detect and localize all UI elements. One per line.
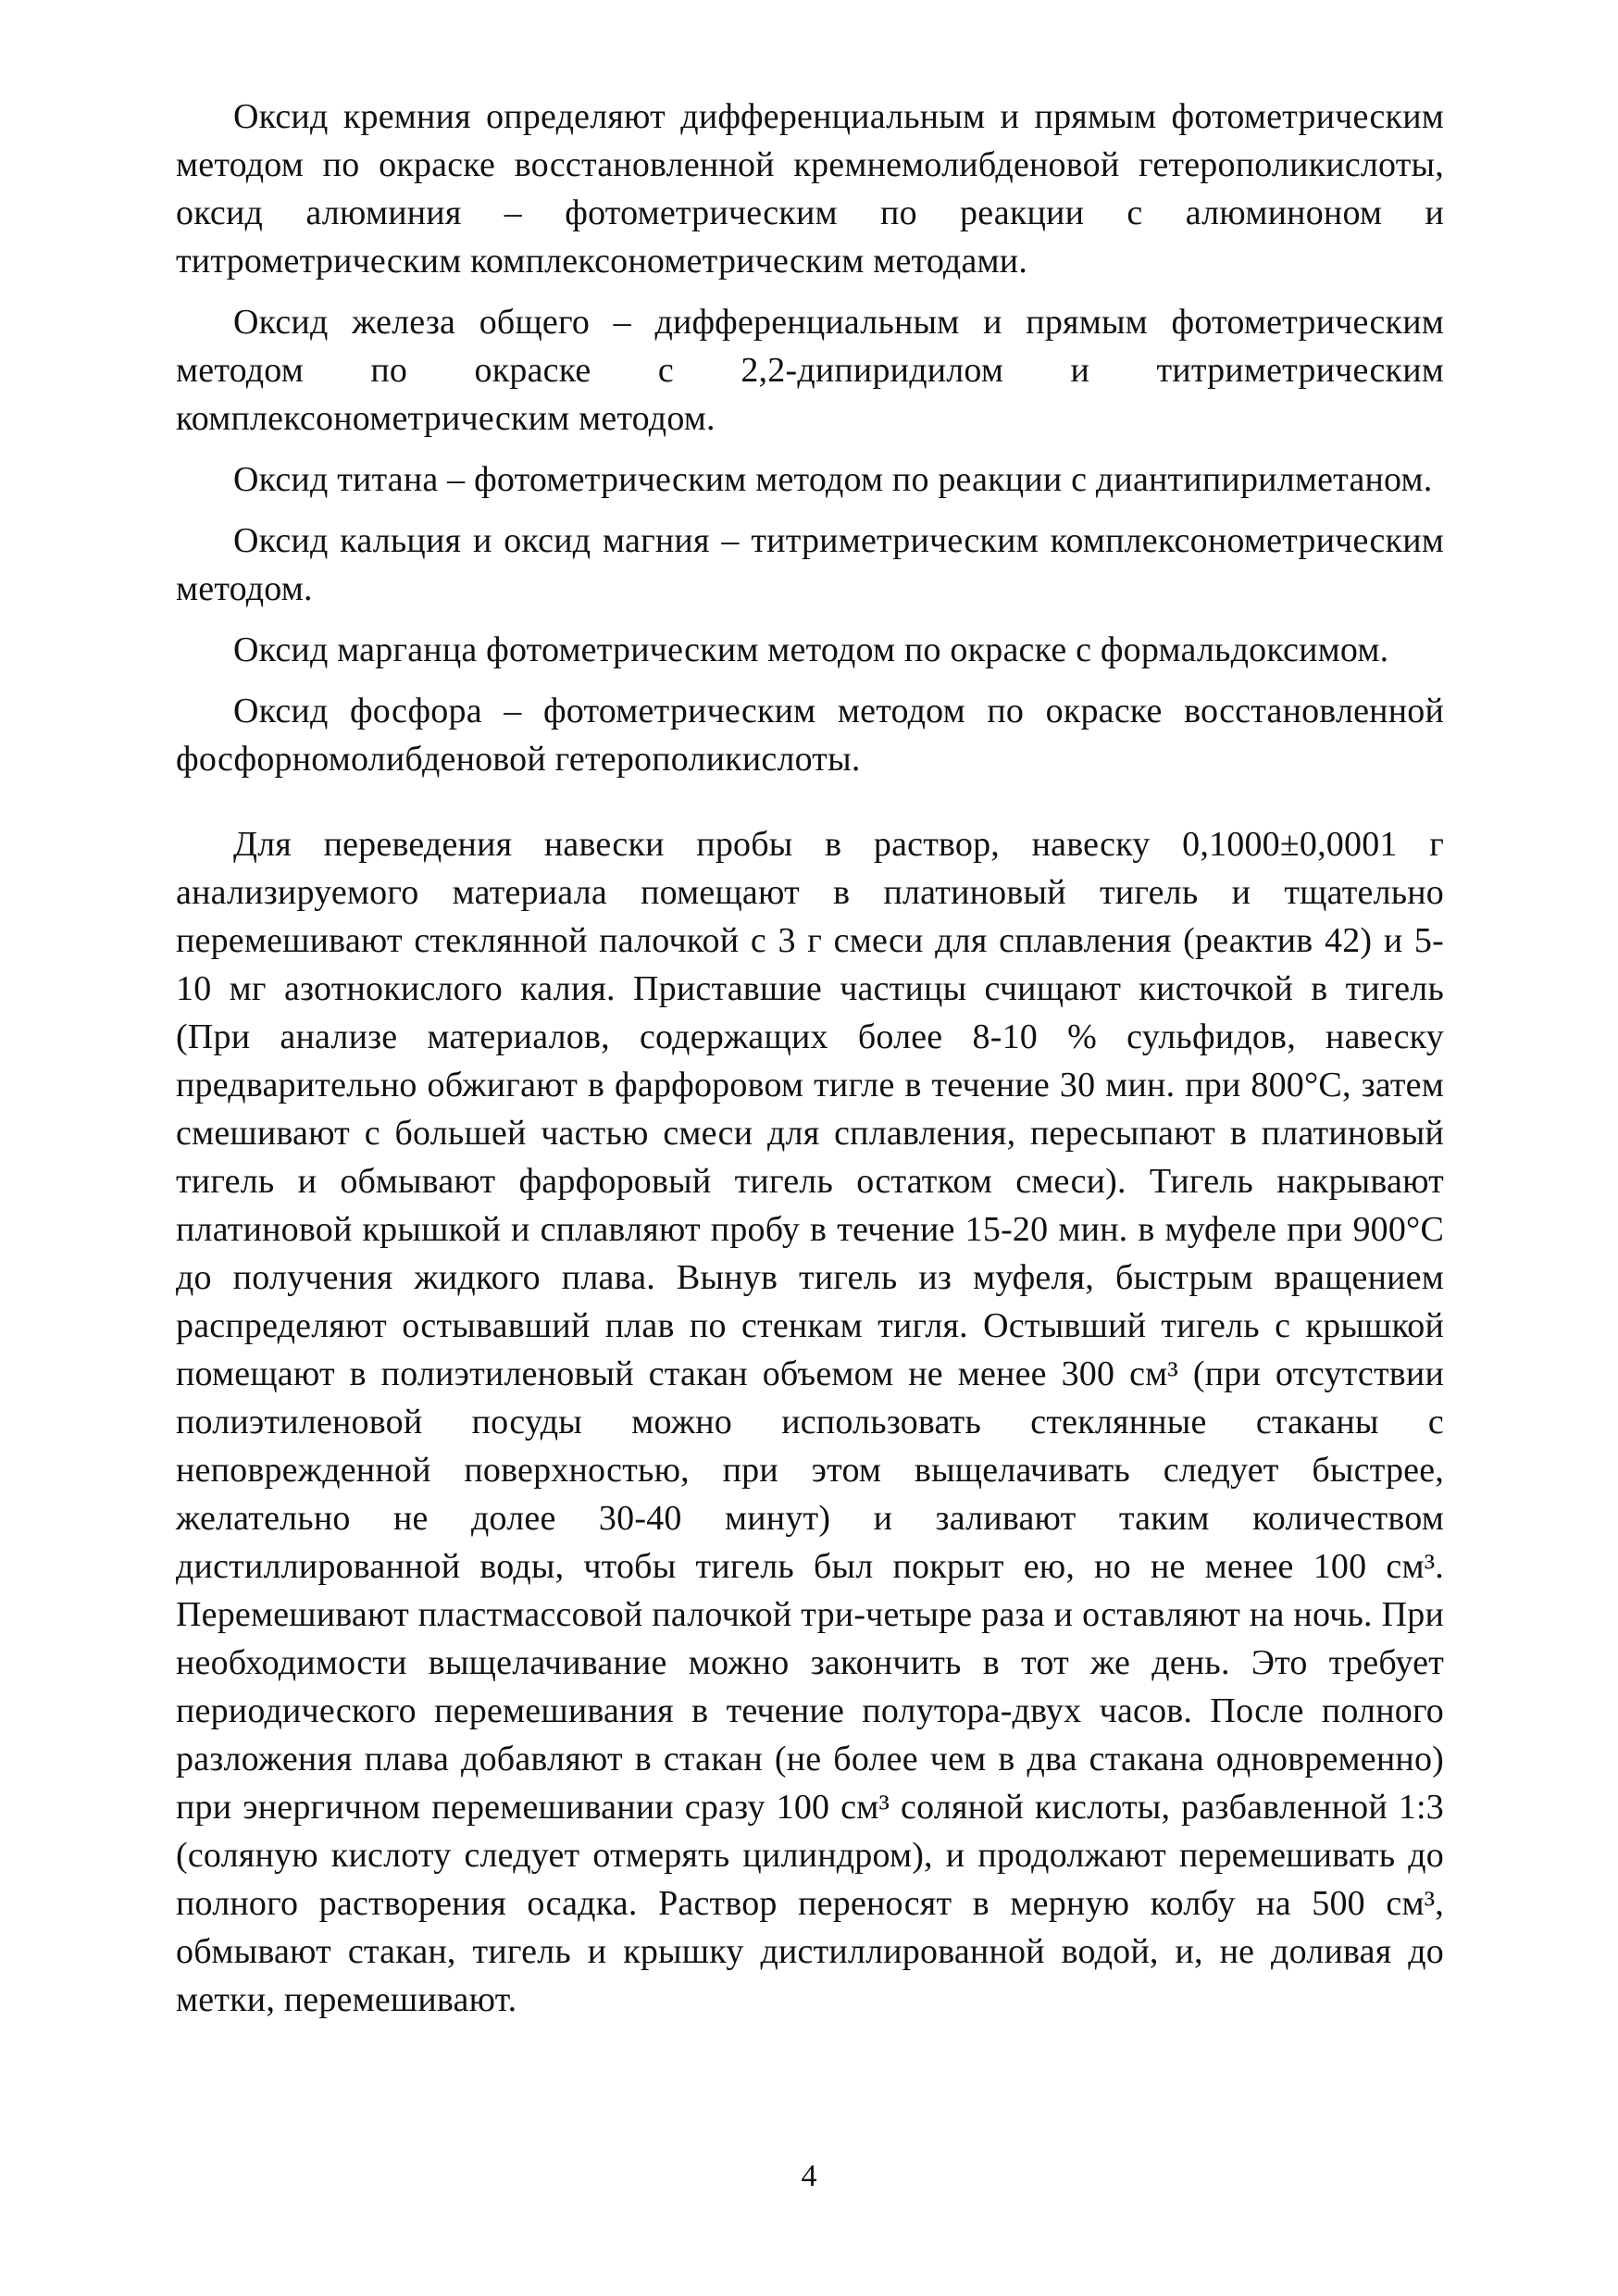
paragraph-manganese-oxide: Оксид марганца фотометрическим методом по окраске с формальдоксимом. xyxy=(233,630,1389,669)
paragraph-phosphorus-oxide: Оксид фосфора – фотометрическим методом по окраске восстановленной фосфорномолибденовой гетерополикислоты. xyxy=(176,692,1444,779)
page-number: 4 xyxy=(801,2159,817,2193)
paragraph-iron-oxide: Оксид железа общего – дифференциальным и прямым фотометрическим методом по окраске с 2,2-дипиридилом и титриметрическим комплексонометрическим методом. xyxy=(176,303,1444,438)
paragraph-calcium-magnesium-oxide: Оксид кальция и оксид магния – титриметрическим комплексонометрическим методом. xyxy=(176,521,1444,608)
paragraph-titanium-oxide: Оксид титана – фотометрическим методом по реакции с диантипирилметаном. xyxy=(233,460,1433,499)
paragraph-silicon-aluminium-oxide: Оксид кремния определяют дифференциальным и прямым фотометрическим методом по окраске восстановленной кремнемолибденовой гетерополикислоты, оксид алюминия – фотометрическим по реакции с алюминоном и титрометрическим комплексонометрическим методами. xyxy=(176,97,1444,281)
page-content xyxy=(176,93,1444,2024)
paragraph-sample-dissolution: Для переведения навески пробы в раствор, навеску 0,1000±0,0001 г анализируемого материала помещают в платиновый тигель и тщательно перемешивают стеклянной палочкой с 3 г смеси для сплавления (реактив 42) и 5-10 мг азотнокислого калия. Приставшие частицы счищают кисточкой в тигель (При анализе материалов, содержащих более 8-10 % сульфидов, навеску предварительно обжигают в фарфоровом тигле в течение 30 мин. при 800°С, затем смешивают с большей частью смеси для сплавления, пересыпают в платиновый тигель и обмывают фарфоровый тигель остатком смеси). Тигель накрывают платиновой крышкой и сплавляют пробу в течение 15-20 мин. в муфеле при 900°С до получения жидкого плава. Вынув тигель из муфеля, быстрым вращением распределяют остывавший плав по стенкам тигля. Остывший тигель с крышкой помещают в полиэтиленовый стакан объемом не менее 300 см³ (при отсутствии полиэтиленовой посуды можно использовать стеклянные стаканы с неповрежденной поверхностью, при этом выщелачивать следует быстрее, желательно не долее 30-40 минут) и заливают таким количеством дистиллированной воды, чтобы тигель был покрыт ею, но не менее 100 см³. Перемешивают пластмассовой палочкой три-четыре раза и оставляют на ночь. При необходимости выщелачивание можно закончить в тот же день. Это требует периодического перемешивания в течение полутора-двух часов. После полного разложения плава добавляют в стакан (не более чем в два стакана одновременно) при энергичном перемешивании сразу 100 см³ соляной кислоты, разбавленной 1:3 (соляную кислоту следует отмерять цилиндром), и продолжают перемешивать до полного растворения осадка. Раствор переносят в мерную колбу на 500 см³, обмывают стакан, тигель и крышку дистиллированной водой, и, не доливая до метки, перемешивают. xyxy=(176,825,1444,2019)
